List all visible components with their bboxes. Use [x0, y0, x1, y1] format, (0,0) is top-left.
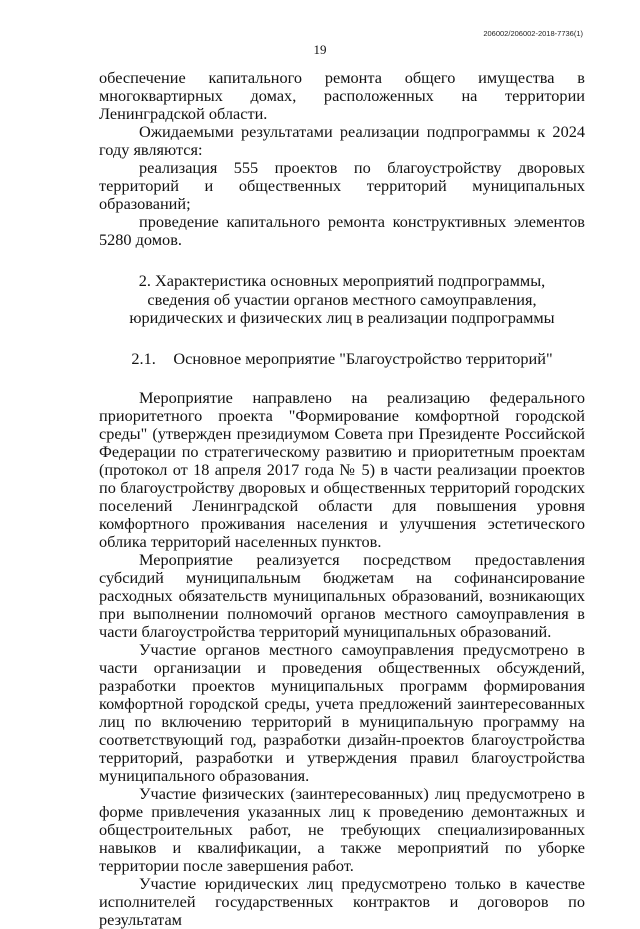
- section-heading-line-1: 2. Характеристика основных мероприятий подпрограммы,: [138, 271, 546, 290]
- expected-results-paragraph: Ожидаемыми результатами реализации подпрограммы к 2024 году являются:: [99, 122, 585, 159]
- body-paragraph-2: Мероприятие реализуется посредством предоставления субсидий муниципальным бюджетам на софинансирование расходных обязательств муниципальных образований, возникающих при выполнении полномочий органов местного самоуправления в части благоустройства территорий муниципальных образований.: [99, 549, 585, 641]
- result-item-2: проведение капитального ремонта конструктивных элементов 5280 домов.: [99, 212, 585, 249]
- intro-continuation: обеспечение капитального ремонта общего имущества в многоквартирных домах, расположенных на территории Ленинградской области.: [99, 68, 585, 123]
- intro-section: [99, 69, 585, 249]
- subsection-number: 2.1.: [131, 348, 156, 368]
- page-number: 19: [313, 42, 327, 57]
- document-code: 206002/206002-2018-7736(1): [483, 29, 583, 38]
- subsection-heading: [99, 350, 585, 368]
- body-paragraph-5: Участие юридических лиц предусмотрено только в качестве исполнителей государственных контрактов и договоров по результатам: [99, 873, 585, 929]
- document-body: [99, 69, 585, 929]
- body-paragraph-1: Мероприятие направлено на реализацию федерального приоритетного проекта "Формирование комфортной городской среды" (утвержден президиумом Совета при Президенте Российской Федерации по стратегическому развитию и приоритетным проектам (протокол от 18 апреля 2017 года № 5) в части реализации проектов по благоустройству дворовых и общественных территорий городских поселений Ленинградской области для повышения уровня комфортного проживания населения и улучшения эстетического облика территорий населенных пунктов.: [99, 387, 585, 551]
- section-heading-line-2: сведения об участии органов местного самоуправления,: [147, 289, 537, 309]
- section-heading-line-3: юридических и физических лиц в реализации подпрограммы: [129, 308, 555, 327]
- subsection-title: Основное мероприятие "Благоустройство территорий": [173, 348, 553, 368]
- result-item-1: реализация 555 проектов по благоустройству дворовых территорий и общественных территорий муниципальных образований;: [99, 158, 585, 213]
- section-heading: [99, 272, 585, 328]
- body-paragraph-3: Участие органов местного самоуправления предусмотрено в части организации и проведения общественных обсуждений, разработки проектов муниципальных программ формирования комфортной городской среды, учета предложений заинтересованных лиц по включению территорий в муниципальную программу на соответствующий год, разработки дизайн-проектов благоустройства территорий, разработки и утверждения правил благоустройства муниципального образования.: [99, 639, 585, 785]
- body-paragraph-4: Участие физических (заинтересованных) лиц предусмотрено в форме привлечения указанных лиц к проведению демонтажных и общестроительных работ, не требующих специализированных навыков и квалификации, а также мероприятий по уборке территории после завершения работ.: [99, 783, 585, 875]
